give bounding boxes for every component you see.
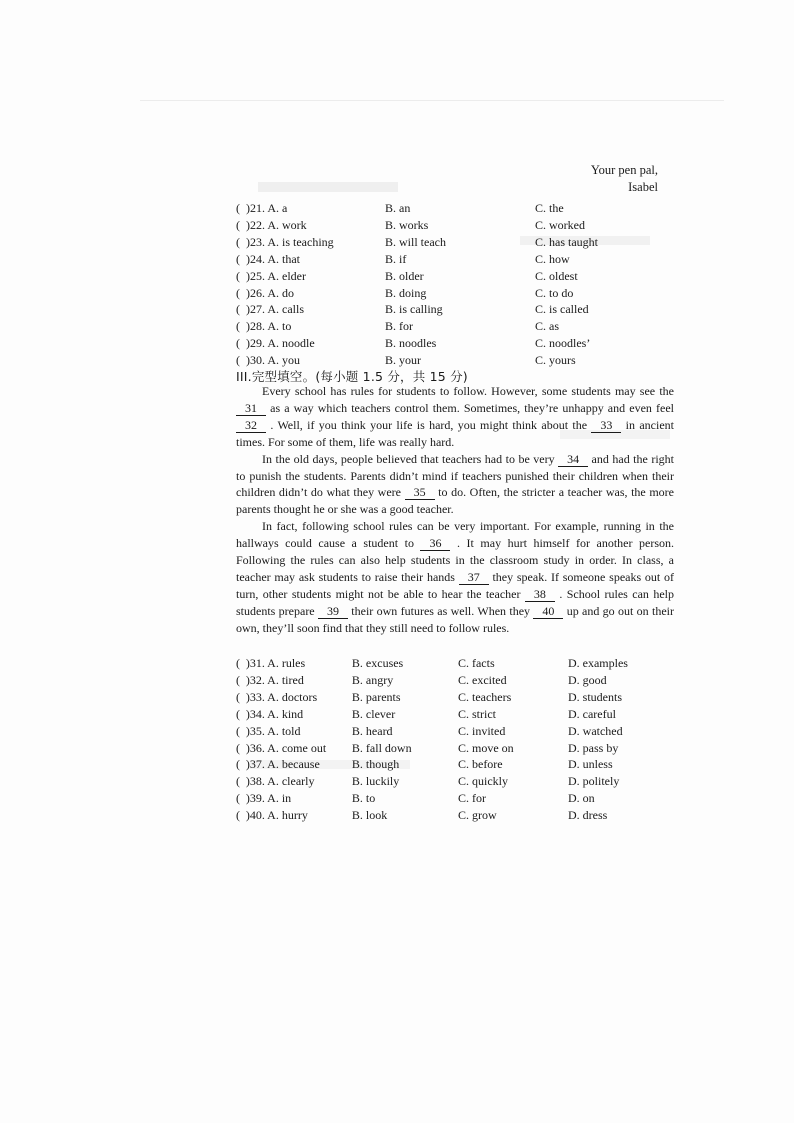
section-title: III.完型填空。(每小题 1.5 分，共 15 分) bbox=[236, 369, 468, 384]
option-b: B. works bbox=[385, 217, 429, 232]
question-row bbox=[236, 268, 676, 285]
options-31-40 bbox=[236, 655, 676, 824]
passage-text: up and go out on their own, they’ll soon find that they still need to follow rules. bbox=[236, 603, 674, 635]
question-row bbox=[236, 706, 676, 723]
bleed-through-mark bbox=[258, 182, 398, 192]
option-c: C. excited bbox=[457, 672, 507, 687]
option-d: D. careful bbox=[567, 706, 616, 721]
passage-text: In fact, following school rules can be very important. For example, running in the hallways could cause a student to bbox=[236, 519, 674, 551]
option-a: )39. A. in bbox=[245, 791, 292, 806]
option-c: C. for bbox=[457, 791, 486, 806]
question-row bbox=[236, 301, 676, 318]
option-a: )24. A. that bbox=[246, 251, 300, 266]
option-c: C. grow bbox=[457, 808, 497, 823]
blank-40[interactable]: 40 bbox=[533, 605, 563, 619]
option-c: C. worked bbox=[535, 217, 585, 232]
blank-32[interactable]: 32 bbox=[236, 419, 266, 433]
option-b: B. an bbox=[385, 201, 411, 215]
option-c: C. the bbox=[535, 201, 564, 215]
option-a: )27. A. calls bbox=[246, 302, 304, 317]
passage-text: and had the right to punish the students. Parents didn’t mind if teachers punished their children when their children didn’t do what they were bbox=[236, 451, 674, 500]
answer-paren[interactable]: ( bbox=[236, 234, 240, 249]
answer-paren[interactable]: ( bbox=[236, 740, 240, 755]
option-b: B. your bbox=[385, 353, 421, 368]
question-row bbox=[236, 285, 676, 302]
option-c: C. yours bbox=[535, 353, 576, 368]
passage-text: to do. Often, the stricter a teacher was, the more parents thought he or she was a good teacher. bbox=[236, 485, 674, 517]
blank-31[interactable]: 31 bbox=[236, 402, 266, 416]
signoff-closing: Your pen pal, bbox=[590, 163, 658, 177]
option-a: )28. A. to bbox=[246, 319, 292, 334]
passage-text: . It may hurt himself for another person. Following the rules can also help students in the classroom study in order. In class, a teacher may ask students to raise their hands bbox=[236, 536, 675, 584]
passage-text: . Well, if you think your life is hard, you might think about the bbox=[266, 417, 592, 432]
scan-edge-line bbox=[140, 100, 724, 101]
question-row bbox=[236, 756, 676, 773]
option-b: B. heard bbox=[351, 723, 393, 738]
option-a: )30. A. you bbox=[246, 353, 300, 368]
answer-paren[interactable]: ( bbox=[236, 672, 240, 687]
option-c: C. noodles’ bbox=[535, 336, 591, 351]
blank-34[interactable]: 34 bbox=[558, 453, 588, 467]
answer-paren[interactable]: ( bbox=[236, 268, 240, 283]
option-b: B. clever bbox=[351, 706, 396, 721]
option-c: C. to do bbox=[535, 285, 574, 300]
answer-paren[interactable]: ( bbox=[236, 808, 240, 823]
option-b: B. for bbox=[385, 319, 413, 334]
option-d: D. good bbox=[567, 672, 607, 687]
option-b: B. noodles bbox=[385, 336, 437, 351]
answer-paren[interactable]: ( bbox=[236, 689, 240, 704]
option-a: )21. A. a bbox=[246, 201, 288, 215]
passage-paragraph-2 bbox=[236, 451, 674, 519]
option-b: B. to bbox=[351, 791, 376, 806]
answer-paren[interactable]: ( bbox=[236, 217, 240, 232]
option-d: D. unless bbox=[567, 757, 613, 772]
passage-text: In the old days, people believed that teachers had to be very bbox=[262, 451, 559, 466]
question-row bbox=[236, 200, 676, 217]
option-d: D. politely bbox=[567, 774, 620, 789]
option-b: B. look bbox=[351, 808, 388, 823]
blank-33[interactable]: 33 bbox=[591, 419, 621, 433]
blank-36[interactable]: 36 bbox=[420, 537, 450, 551]
option-c: C. teachers bbox=[457, 689, 512, 704]
option-c: C. has taught bbox=[535, 234, 598, 249]
answer-paren[interactable]: ( bbox=[236, 201, 240, 215]
question-row bbox=[236, 234, 676, 251]
option-c: C. how bbox=[535, 251, 570, 266]
letter-signoff bbox=[591, 162, 658, 196]
option-a: )40. A. hurry bbox=[245, 808, 308, 823]
blank-39[interactable]: 39 bbox=[318, 605, 348, 619]
passage-text: . School rules can help students prepare bbox=[236, 586, 674, 618]
question-row bbox=[236, 807, 676, 824]
question-row bbox=[236, 773, 676, 790]
option-a: )32. A. tired bbox=[245, 672, 304, 687]
passage-paragraph-1 bbox=[236, 383, 674, 451]
option-a: )31. A. rules bbox=[245, 656, 306, 670]
option-d: D. pass by bbox=[567, 740, 619, 755]
blank-38[interactable]: 38 bbox=[525, 588, 555, 602]
option-a: )29. A. noodle bbox=[246, 336, 315, 351]
option-c: C. invited bbox=[457, 723, 506, 738]
option-a: )33. A. doctors bbox=[245, 689, 318, 704]
option-c: C. strict bbox=[457, 706, 496, 721]
option-b: B. angry bbox=[351, 672, 394, 687]
option-a: )34. A. kind bbox=[245, 706, 304, 721]
option-a: )25. A. elder bbox=[246, 268, 306, 283]
cloze-passage bbox=[236, 383, 674, 637]
option-b: B. luckily bbox=[351, 774, 400, 789]
passage-text: in ancient times. For some of them, life was really hard. bbox=[236, 417, 674, 449]
question-row bbox=[236, 318, 676, 335]
question-row bbox=[236, 740, 676, 757]
answer-paren[interactable]: ( bbox=[236, 791, 240, 806]
answer-paren[interactable]: ( bbox=[236, 319, 240, 334]
option-b: B. will teach bbox=[385, 234, 446, 249]
answer-paren[interactable]: ( bbox=[236, 706, 240, 721]
answer-paren[interactable]: ( bbox=[236, 656, 240, 670]
answer-paren[interactable]: ( bbox=[236, 285, 240, 300]
question-row bbox=[236, 251, 676, 268]
answer-paren[interactable]: ( bbox=[236, 302, 240, 317]
blank-35[interactable]: 35 bbox=[405, 486, 435, 500]
option-a: )26. A. do bbox=[246, 285, 294, 300]
option-c: C. as bbox=[535, 319, 559, 334]
option-a: )23. A. is teaching bbox=[246, 234, 334, 249]
option-b: B. excuses bbox=[351, 656, 404, 670]
option-b: B. is calling bbox=[385, 302, 443, 317]
passage-text: they speak. If someone speaks out of turn, other students might not be able to hear the teacher bbox=[236, 569, 674, 601]
question-row bbox=[236, 335, 676, 352]
option-a: )22. A. work bbox=[246, 217, 307, 232]
answer-paren[interactable]: ( bbox=[236, 757, 240, 772]
answer-paren[interactable]: ( bbox=[236, 251, 240, 266]
answer-paren[interactable]: ( bbox=[236, 774, 240, 789]
answer-paren[interactable]: ( bbox=[236, 353, 240, 368]
option-b: B. parents bbox=[351, 689, 401, 704]
question-row bbox=[236, 672, 676, 689]
option-a: )37. A. because bbox=[245, 757, 320, 772]
option-d: D. dress bbox=[567, 808, 608, 823]
option-c: C. before bbox=[457, 757, 503, 772]
option-d: D. watched bbox=[567, 723, 623, 738]
passage-paragraph-3 bbox=[236, 518, 674, 636]
option-b: B. doing bbox=[385, 285, 427, 300]
question-row bbox=[236, 790, 676, 807]
option-c: C. oldest bbox=[535, 268, 578, 283]
option-a: )36. A. come out bbox=[245, 740, 327, 755]
option-c: C. quickly bbox=[457, 774, 508, 789]
options-21-30 bbox=[236, 200, 676, 369]
option-c: C. facts bbox=[457, 656, 495, 670]
signoff-name: Isabel bbox=[628, 180, 658, 194]
question-row bbox=[236, 217, 676, 234]
option-b: B. older bbox=[385, 268, 424, 283]
passage-text: Every school has rules for students to follow. However, some students may see the bbox=[262, 384, 674, 398]
option-b: B. if bbox=[385, 251, 407, 266]
passage-text: their own futures as well. When they bbox=[347, 603, 534, 618]
option-d: D. examples bbox=[567, 656, 628, 670]
option-c: C. move on bbox=[457, 740, 514, 755]
answer-paren[interactable]: ( bbox=[236, 723, 240, 738]
option-b: B. though bbox=[351, 757, 400, 772]
option-d: D. on bbox=[567, 791, 595, 806]
question-row bbox=[236, 655, 676, 672]
question-row bbox=[236, 689, 676, 706]
option-a: )38. A. clearly bbox=[245, 774, 315, 789]
blank-37[interactable]: 37 bbox=[459, 571, 489, 585]
option-c: C. is called bbox=[535, 302, 589, 317]
question-row bbox=[236, 723, 676, 740]
option-b: B. fall down bbox=[351, 740, 412, 755]
passage-text: as a way which teachers control them. Sometimes, they’re unhappy and even feel bbox=[266, 400, 674, 415]
option-a: )35. A. told bbox=[245, 723, 301, 738]
option-d: D. students bbox=[567, 689, 622, 704]
answer-paren[interactable]: ( bbox=[236, 336, 240, 351]
